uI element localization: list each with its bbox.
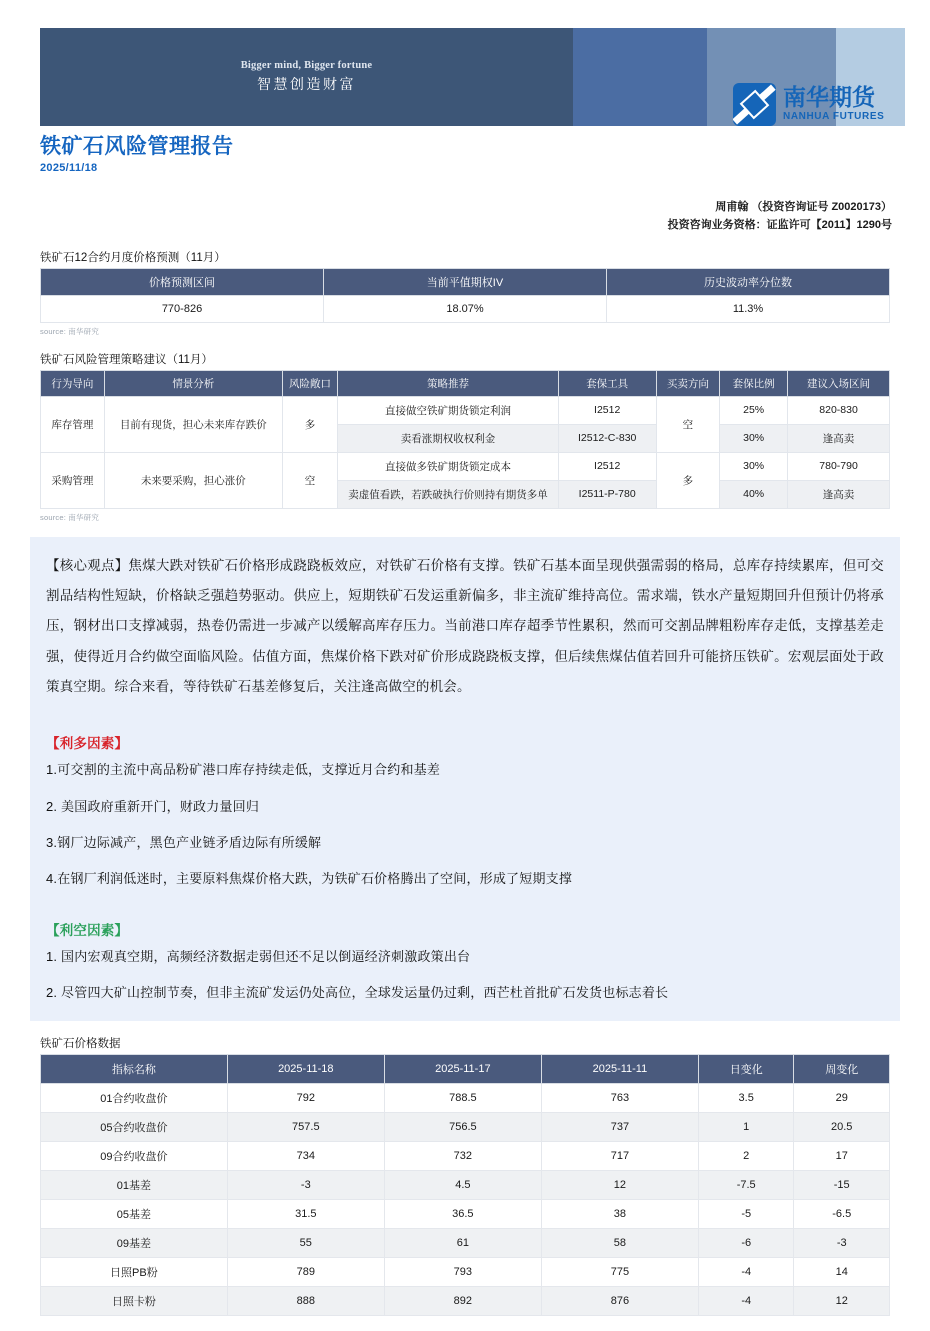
value-d1-cell: 888 bbox=[227, 1287, 384, 1316]
daily-change-cell: -5 bbox=[698, 1200, 794, 1229]
bullish-factors-title: 【利多因素】 bbox=[46, 736, 129, 752]
logo-name-english: NANHUA FUTURES bbox=[783, 110, 885, 122]
page-title: 铁矿石风险管理报告 bbox=[40, 135, 234, 158]
value-d1-cell: 55 bbox=[227, 1229, 384, 1258]
weekly-change-cell: 12 bbox=[794, 1287, 890, 1316]
behavior-cell: 库存管理 bbox=[41, 396, 105, 452]
value-d3-cell: 876 bbox=[541, 1287, 698, 1316]
column-header: 价格预测区间 bbox=[41, 268, 324, 295]
value-d1-cell: -3 bbox=[227, 1171, 384, 1200]
value-d2-cell: 788.5 bbox=[384, 1084, 541, 1113]
daily-change-cell: -7.5 bbox=[698, 1171, 794, 1200]
value-d2-cell: 36.5 bbox=[384, 1200, 541, 1229]
indicator-name-cell: 09合约收盘价 bbox=[41, 1142, 228, 1171]
indicator-name-cell: 09基差 bbox=[41, 1229, 228, 1258]
tool-cell: I2512 bbox=[558, 452, 656, 480]
ratio-cell: 40% bbox=[720, 480, 788, 508]
title-block bbox=[40, 134, 930, 174]
column-header: 套保工具 bbox=[558, 370, 656, 396]
value-d3-cell: 763 bbox=[541, 1084, 698, 1113]
indicator-name-cell: 05合约收盘价 bbox=[41, 1113, 228, 1142]
value-d1-cell: 734 bbox=[227, 1142, 384, 1171]
forecast-hv-percentile-cell: 11.3% bbox=[607, 295, 890, 322]
forecast-source-note: source: 南华研究 bbox=[40, 326, 100, 336]
table-row bbox=[41, 1200, 890, 1229]
forecast-table-caption: 铁矿石12合约月度价格预测（11月） bbox=[40, 251, 226, 264]
column-header: 历史波动率分位数 bbox=[607, 268, 890, 295]
author-name-and-certificate: 周甫翰 （投资咨询证号 Z0020173） bbox=[715, 201, 892, 214]
table-row bbox=[41, 295, 890, 322]
ratio-cell: 30% bbox=[720, 452, 788, 480]
bearish-factor-item: 2. 尽管四大矿山控制节奏，但非主流矿发运仍处高位，全球发运量仍过剩，西芒杜首批矿石发货也标志着长 bbox=[46, 985, 669, 1001]
ratio-cell: 30% bbox=[720, 424, 788, 452]
table-row bbox=[41, 1171, 890, 1200]
author-info bbox=[0, 198, 892, 234]
column-header: 风险敞口 bbox=[282, 370, 337, 396]
column-header: 2025-11-11 bbox=[541, 1055, 698, 1084]
indicator-name-cell: 01合约收盘价 bbox=[41, 1084, 228, 1113]
strategy-cell: 直接做空铁矿期货锁定利润 bbox=[338, 396, 559, 424]
table-row bbox=[41, 1229, 890, 1258]
column-header: 策略推荐 bbox=[338, 370, 559, 396]
table-header-row bbox=[41, 370, 890, 396]
price-data-section bbox=[40, 1035, 890, 1316]
column-header: 建议入场区间 bbox=[788, 370, 890, 396]
scenario-cell: 未来要采购，担心涨价 bbox=[104, 452, 282, 508]
entry-range-cell: 逢高卖 bbox=[788, 480, 890, 508]
company-logo bbox=[733, 78, 908, 130]
column-header: 2025-11-18 bbox=[227, 1055, 384, 1084]
table-header-row bbox=[41, 1055, 890, 1084]
entry-range-cell: 逢高卖 bbox=[788, 424, 890, 452]
weekly-change-cell: -3 bbox=[794, 1229, 890, 1258]
column-header: 指标名称 bbox=[41, 1055, 228, 1084]
bullish-factor-item: 2. 美国政府重新开门，财政力量回归 bbox=[46, 798, 260, 814]
bullish-factor-item: 3.钢厂边际减产，黑色产业链矛盾边际有所缓解 bbox=[46, 834, 322, 850]
daily-change-cell: 1 bbox=[698, 1113, 794, 1142]
value-d3-cell: 58 bbox=[541, 1229, 698, 1258]
column-header: 情景分析 bbox=[104, 370, 282, 396]
table-row bbox=[41, 1287, 890, 1316]
tagline-english: Bigger mind, Bigger fortune bbox=[240, 60, 373, 71]
weekly-change-cell: -15 bbox=[794, 1171, 890, 1200]
table-row bbox=[41, 452, 890, 480]
forecast-iv-cell: 18.07% bbox=[324, 295, 607, 322]
exposure-cell: 多 bbox=[282, 396, 337, 452]
value-d3-cell: 775 bbox=[541, 1258, 698, 1287]
column-header: 买卖方向 bbox=[656, 370, 720, 396]
value-d1-cell: 789 bbox=[227, 1258, 384, 1287]
column-header: 行为导向 bbox=[41, 370, 105, 396]
tagline-chinese: 智慧创造财富 bbox=[257, 76, 356, 92]
value-d2-cell: 61 bbox=[384, 1229, 541, 1258]
column-header: 当前平值期权IV bbox=[324, 268, 607, 295]
indicator-name-cell: 01基差 bbox=[41, 1171, 228, 1200]
indicator-name-cell: 05基差 bbox=[41, 1200, 228, 1229]
value-d1-cell: 757.5 bbox=[227, 1113, 384, 1142]
table-row bbox=[41, 1258, 890, 1287]
column-header: 日变化 bbox=[698, 1055, 794, 1084]
daily-change-cell: -6 bbox=[698, 1229, 794, 1258]
entry-range-cell: 780-790 bbox=[788, 452, 890, 480]
forecast-section bbox=[40, 249, 890, 337]
price-data-table bbox=[40, 1054, 890, 1316]
bullish-factor-item: 1.可交割的主流中高品粉矿港口库存持续走低，支撑近月合约和基差 bbox=[46, 762, 441, 778]
tool-cell: I2512-C-830 bbox=[558, 424, 656, 452]
value-d2-cell: 756.5 bbox=[384, 1113, 541, 1142]
value-d2-cell: 4.5 bbox=[384, 1171, 541, 1200]
behavior-cell: 采购管理 bbox=[41, 452, 105, 508]
forecast-range-cell: 770-826 bbox=[41, 295, 324, 322]
report-date: 2025/11/18 bbox=[40, 162, 98, 175]
bearish-factor-item: 1. 国内宏观真空期，高频经济数据走弱但还不足以倒逼经济刺激政策出台 bbox=[46, 948, 471, 964]
strategy-table-caption: 铁矿石风险管理策略建议（11月） bbox=[40, 353, 213, 366]
value-d3-cell: 717 bbox=[541, 1142, 698, 1171]
daily-change-cell: -4 bbox=[698, 1287, 794, 1316]
license-line: 投资咨询业务资格：证监许可【2011】1290号 bbox=[667, 219, 892, 232]
value-d2-cell: 793 bbox=[384, 1258, 541, 1287]
tool-cell: I2511-P-780 bbox=[558, 480, 656, 508]
weekly-change-cell: 29 bbox=[794, 1084, 890, 1113]
strategy-section bbox=[40, 351, 890, 523]
daily-change-cell: -4 bbox=[698, 1258, 794, 1287]
weekly-change-cell: 20.5 bbox=[794, 1113, 890, 1142]
table-row bbox=[41, 1113, 890, 1142]
value-d3-cell: 737 bbox=[541, 1113, 698, 1142]
strategy-cell: 卖虚值看跌，若跌破执行价则持有期货多单 bbox=[338, 480, 559, 508]
value-d3-cell: 38 bbox=[541, 1200, 698, 1229]
exposure-cell: 空 bbox=[282, 452, 337, 508]
analysis-panel bbox=[30, 537, 900, 1022]
bullish-factor-item: 4.在钢厂利润低迷时，主要原料焦煤价格大跌，为铁矿石价格腾出了空间，形成了短期支撑 bbox=[46, 870, 573, 886]
weekly-change-cell: 17 bbox=[794, 1142, 890, 1171]
bearish-factors-title: 【利空因素】 bbox=[46, 922, 129, 938]
column-header: 套保比例 bbox=[720, 370, 788, 396]
value-d3-cell: 12 bbox=[541, 1171, 698, 1200]
value-d2-cell: 732 bbox=[384, 1142, 541, 1171]
indicator-name-cell: 日照PB粉 bbox=[41, 1258, 228, 1287]
value-d1-cell: 792 bbox=[227, 1084, 384, 1113]
ratio-cell: 25% bbox=[720, 396, 788, 424]
weekly-change-cell: 14 bbox=[794, 1258, 890, 1287]
table-row bbox=[41, 396, 890, 424]
report-page bbox=[0, 28, 930, 1331]
logo-text-group bbox=[783, 84, 885, 122]
direction-cell: 空 bbox=[656, 396, 720, 452]
price-table-caption: 铁矿石价格数据 bbox=[40, 1038, 121, 1051]
daily-change-cell: 2 bbox=[698, 1142, 794, 1171]
masthead-dark-band bbox=[40, 28, 573, 126]
direction-cell: 多 bbox=[656, 452, 720, 508]
value-d2-cell: 892 bbox=[384, 1287, 541, 1316]
forecast-table bbox=[40, 268, 890, 323]
indicator-name-cell: 日照卡粉 bbox=[41, 1287, 228, 1316]
tool-cell: I2512 bbox=[558, 396, 656, 424]
strategy-source-note: source: 南华研究 bbox=[40, 512, 100, 522]
entry-range-cell: 820-830 bbox=[788, 396, 890, 424]
weekly-change-cell: -6.5 bbox=[794, 1200, 890, 1229]
nanhua-logo-icon bbox=[733, 83, 776, 126]
table-row bbox=[41, 1142, 890, 1171]
table-header-row bbox=[41, 268, 890, 295]
logo-name-chinese: 南华期货 bbox=[783, 84, 875, 111]
price-data-body bbox=[41, 1084, 890, 1316]
strategy-cell: 卖看涨期权收权利金 bbox=[338, 424, 559, 452]
strategy-table bbox=[40, 370, 890, 509]
table-row bbox=[41, 1084, 890, 1113]
masthead-band-medium bbox=[573, 28, 707, 126]
column-header: 2025-11-17 bbox=[384, 1055, 541, 1084]
daily-change-cell: 3.5 bbox=[698, 1084, 794, 1113]
core-view-paragraph: 【核心观点】焦煤大跌对铁矿石价格形成跷跷板效应，对铁矿石价格有支撑。铁矿石基本面呈现供强需弱的格局，总库存持续累库，但可交割品结构性短缺，价格缺乏强趋势驱动。供应上，短期铁矿石发运重新偏多，非主流矿维持高位。需求端，铁水产量短期回升但预计仍将承压，钢材出口支撑减弱，热卷仍需进一步减产以缓解高库存压力。当前港口库存超季节性累积，然而可交割品牌粗粉库存走低，支撑基差走强，使得近月合约做空面临风险。估值方面，焦煤价格下跌对矿价形成跷跷板支撑，但后续焦煤估值若回升可能挤压铁矿。宏观层面处于政策真空期。综合来看，等待铁矿石基差修复后，关注逢高做空的机会。 bbox=[46, 557, 884, 695]
column-header: 周变化 bbox=[794, 1055, 890, 1084]
strategy-cell: 直接做多铁矿期货锁定成本 bbox=[338, 452, 559, 480]
scenario-cell: 目前有现货，担心未来库存跌价 bbox=[104, 396, 282, 452]
value-d1-cell: 31.5 bbox=[227, 1200, 384, 1229]
